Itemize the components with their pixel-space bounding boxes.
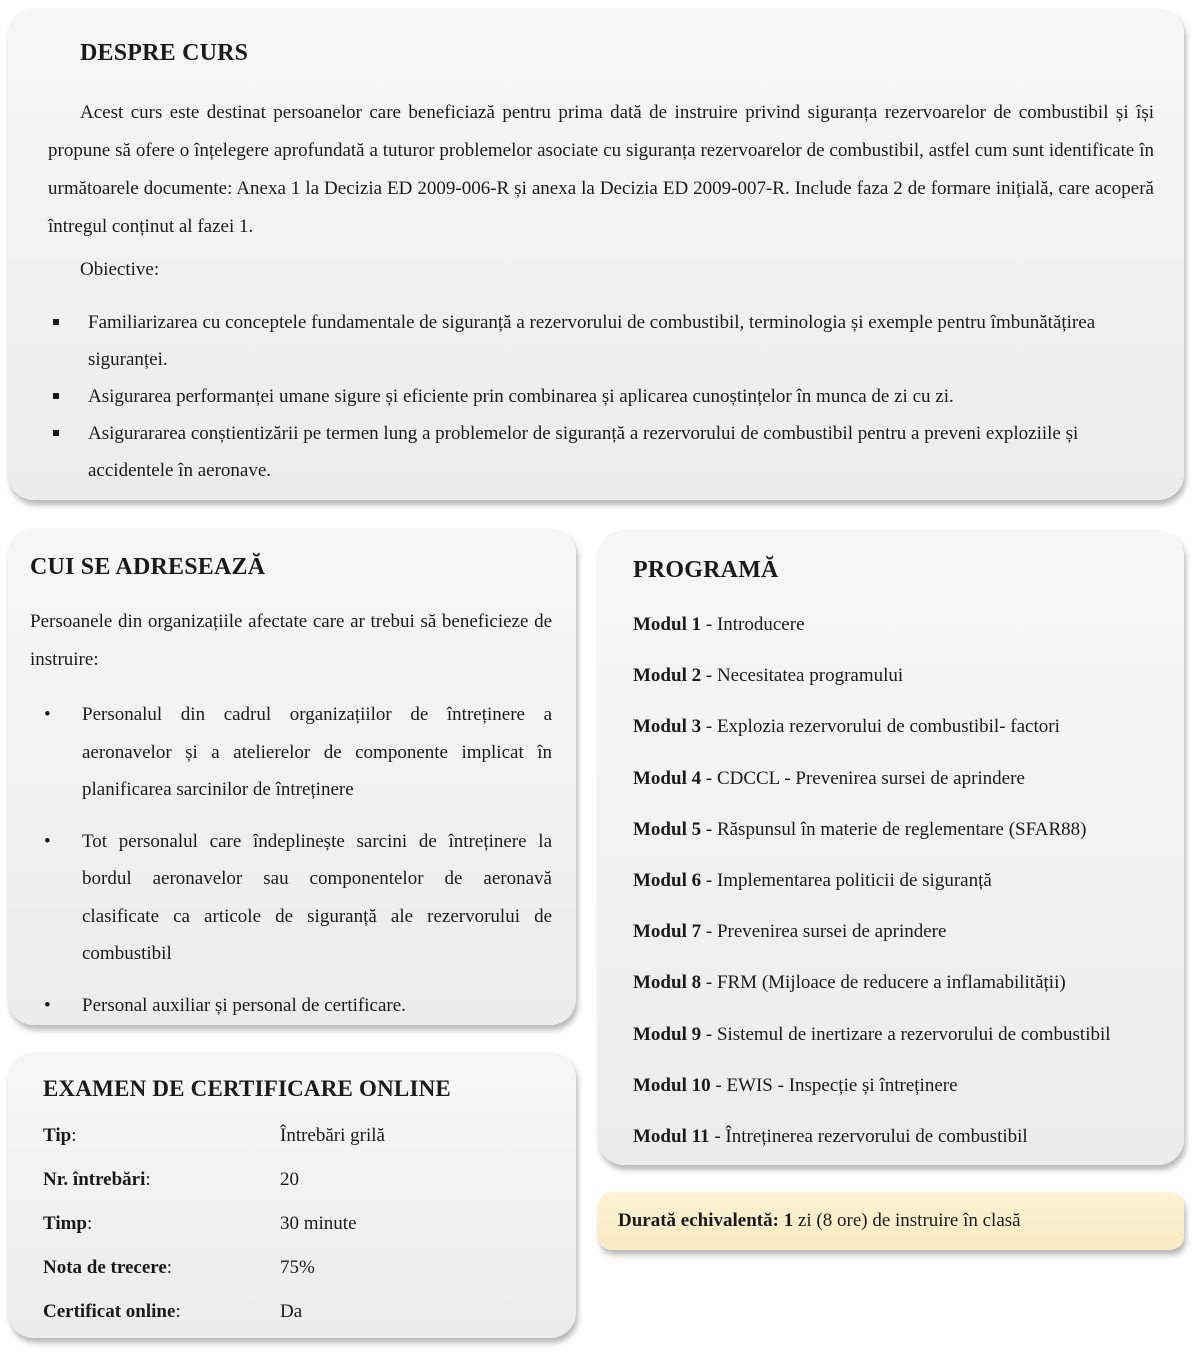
module-item: Modul 10 - EWIS - Inspecție și întreținere [633, 1074, 958, 1096]
module-item: Modul 11 - Întreținerea rezervorului de combustibil [633, 1125, 1028, 1147]
audience-item-text: Personalul din cadrul organizațiilor de întreținere a aeronavelor și a atelierelor de componente implicat în planificarea sarcinilor de întreținere [82, 704, 552, 800]
exam-title: EXAMEN DE CERTIFICARE ONLINE [43, 1076, 451, 1101]
duration-days: 1 [783, 1210, 794, 1231]
duration-label: Durată echivalentă: [618, 1210, 779, 1231]
exam-row [43, 1158, 385, 1202]
audience-item-text: Personal auxiliar și personal de certificare. [82, 994, 406, 1016]
exam-card [8, 1052, 576, 1338]
module-name: Modul 6 [633, 869, 702, 891]
exam-row [43, 1246, 385, 1290]
bullet-icon: • [44, 704, 51, 725]
module-topic: Răspunsul în materie de reglementare (SFAR88) [716, 818, 1087, 840]
module-list [633, 610, 1111, 1173]
audience-card [8, 528, 576, 1025]
module-topic: Introducere [716, 614, 805, 635]
module-item: Modul 5 - Răspunsul în materie de reglementare (SFAR88) [633, 818, 1087, 840]
module-topic: FRM (Mijloace de reducere a inflamabilității) [716, 972, 1066, 994]
module-topic: CDCCL - Prevenirea sursei de aprindere [716, 767, 1025, 789]
bullet-icon: • [44, 830, 51, 852]
module-item: Modul 2 - Necesitatea programului [633, 665, 904, 687]
about-course-paragraph: Acest curs este destinat persoanelor care beneficiază pentru prima dată de instruire privind siguranța rezervoarelor de combustibil și își propune să ofere o înțelegere aprofundată a tuturor problemelor asociate cu siguranța rezervoarelor de combustibil, astfel cum sunt identificate în următoarele documente: Anexa 1 la Decizia ED 2009-006-R și anexa la Decizia ED 2009-007-R. Include faza 2 de formare inițială, care acoperă întregul conținut al fazei 1. [48, 102, 1154, 237]
objective-item [48, 304, 1158, 378]
module-item: Modul 9 - Sistemul de inertizare a rezervorului de combustibil [633, 1023, 1111, 1045]
bullet-icon: • [44, 994, 51, 1016]
objectives-label: Obiective: [80, 259, 160, 280]
exam-row-label: Certificat online: [43, 1301, 181, 1322]
exam-row-label: Nota de trecere: [43, 1257, 173, 1278]
module-topic: Necesitatea programului [716, 665, 904, 687]
module-item: Modul 3 - Explozia rezervorului de combustibil- factori [633, 716, 1060, 738]
exam-row [43, 1114, 385, 1158]
audience-item [30, 823, 552, 973]
module-name: Modul 3 [633, 716, 702, 738]
about-course-title: DESPRE CURS [80, 40, 249, 66]
exam-row-label: Nr. întrebări: [43, 1169, 151, 1190]
module-topic: Explozia rezervorului de combustibil- factori [716, 716, 1060, 738]
square-bullet-icon [53, 430, 59, 436]
audience-title: CUI SE ADRESEAZĂ [30, 554, 266, 580]
audience-intro: Persoanele din organizațiile afectate care ar trebui să beneficieze de instruire: [30, 611, 552, 670]
program-title: PROGRAMĂ [633, 557, 779, 583]
objectives-list [48, 304, 1158, 489]
program-card [598, 530, 1184, 1165]
exam-row-label: Timp: [43, 1213, 93, 1234]
module-name: Modul 7 [633, 921, 702, 943]
duration-rest: zi (8 ore) de instruire în clasă [797, 1210, 1021, 1231]
objective-text: Asigurararea conștientizării pe termen lung a problemelor de siguranță a rezervorului de combustibil pentru a preveni exploziile și accidentele în aeronave. [88, 423, 1079, 481]
square-bullet-icon [53, 393, 59, 399]
duration-text [618, 1209, 1021, 1233]
exam-row-label: Tip: [43, 1125, 77, 1146]
module-item: Modul 6 - Implementarea politicii de siguranță [633, 869, 992, 891]
module-name: Modul 2 [633, 665, 702, 687]
module-item: Modul 4 - CDCCL - Prevenirea sursei de aprindere [633, 767, 1025, 789]
exam-row-value: 20 [280, 1169, 299, 1190]
exam-row [43, 1202, 385, 1246]
audience-item-text: Tot personalul care îndeplinește sarcini de întreținere la bordul aeronavelor sau componentelor de aeronavă clasificate ca articole de siguranță ale rezervorului de combustibil [82, 830, 552, 964]
module-name: Modul 4 [633, 767, 702, 789]
module-item: Modul 8 - FRM (Mijloace de reducere a inflamabilității) [633, 972, 1066, 994]
exam-row-value: 30 minute [280, 1213, 357, 1234]
module-topic: Prevenirea sursei de aprindere [716, 921, 947, 943]
module-item: Modul 7 - Prevenirea sursei de aprindere [633, 921, 947, 943]
module-name: Modul 8 [633, 972, 702, 994]
exam-row-value: Da [280, 1301, 303, 1322]
module-item: Modul 1 - Introducere [633, 614, 805, 635]
module-name: Modul 10 [633, 1074, 711, 1096]
audience-list [30, 696, 552, 1038]
objective-item [48, 415, 1158, 489]
about-course-card [8, 8, 1184, 500]
module-topic: Sistemul de inertizare a rezervorului de combustibil [716, 1023, 1111, 1045]
module-topic: Întreținerea rezervorului de combustibil [725, 1125, 1028, 1147]
exam-row-value: 75% [280, 1257, 315, 1278]
module-topic: EWIS - Inspecție și întreținere [726, 1074, 958, 1096]
objective-item [48, 378, 1158, 415]
exam-details-table [43, 1114, 385, 1334]
module-name: Modul 9 [633, 1023, 702, 1045]
module-name: Modul 1 [633, 614, 702, 635]
objective-text: Familiarizarea cu conceptele fundamentale de siguranță a rezervorului de combustibil, terminologia și exemple pentru îmbunătățirea siguranței. [88, 312, 1096, 370]
audience-item [30, 696, 552, 809]
exam-row [43, 1290, 385, 1334]
module-name: Modul 5 [633, 818, 702, 840]
square-bullet-icon [53, 319, 59, 325]
module-topic: Implementarea politicii de siguranță [716, 869, 992, 891]
objective-text: Asigurarea performanței umane sigure și eficiente prin combinarea și aplicarea cunoștințelor în munca de zi cu zi. [88, 386, 954, 407]
module-name: Modul 11 [633, 1125, 710, 1147]
exam-row-value: Întrebări grilă [280, 1125, 385, 1146]
duration-note [598, 1192, 1184, 1250]
audience-item [30, 987, 552, 1025]
